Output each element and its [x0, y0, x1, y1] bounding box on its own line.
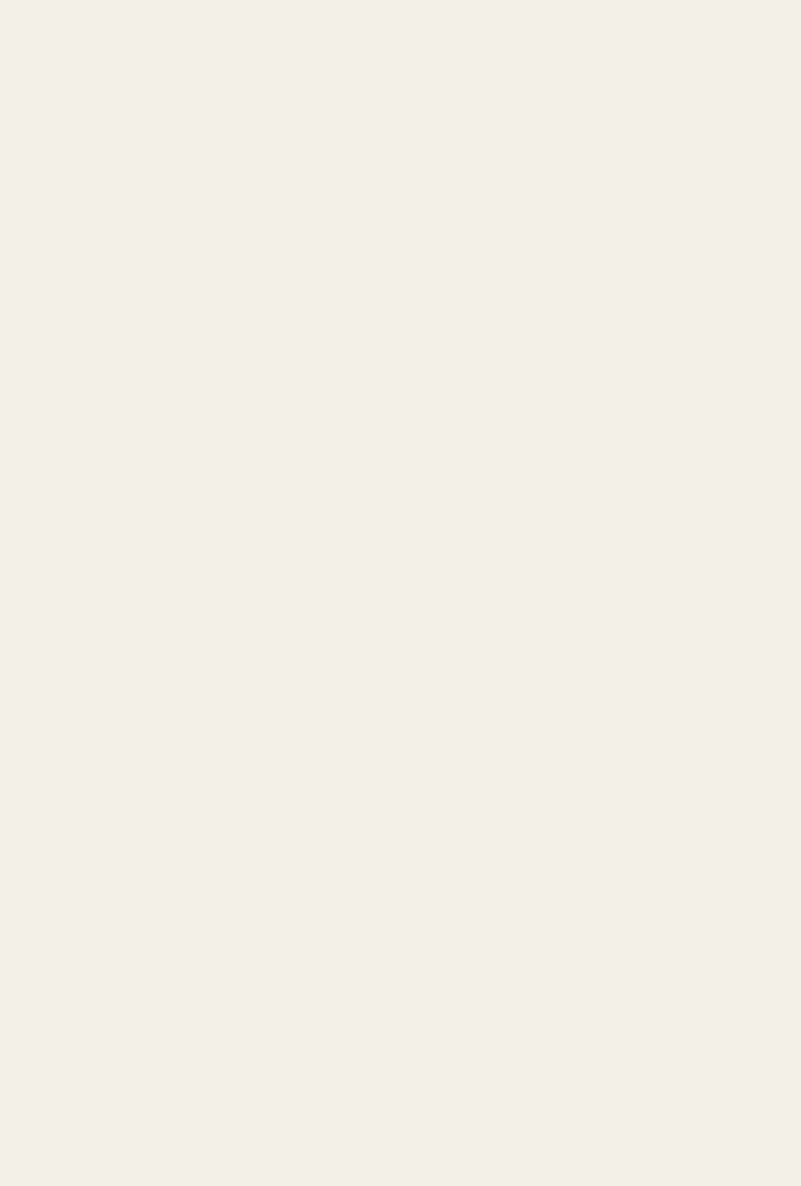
- page-header: [20, 8, 783, 38]
